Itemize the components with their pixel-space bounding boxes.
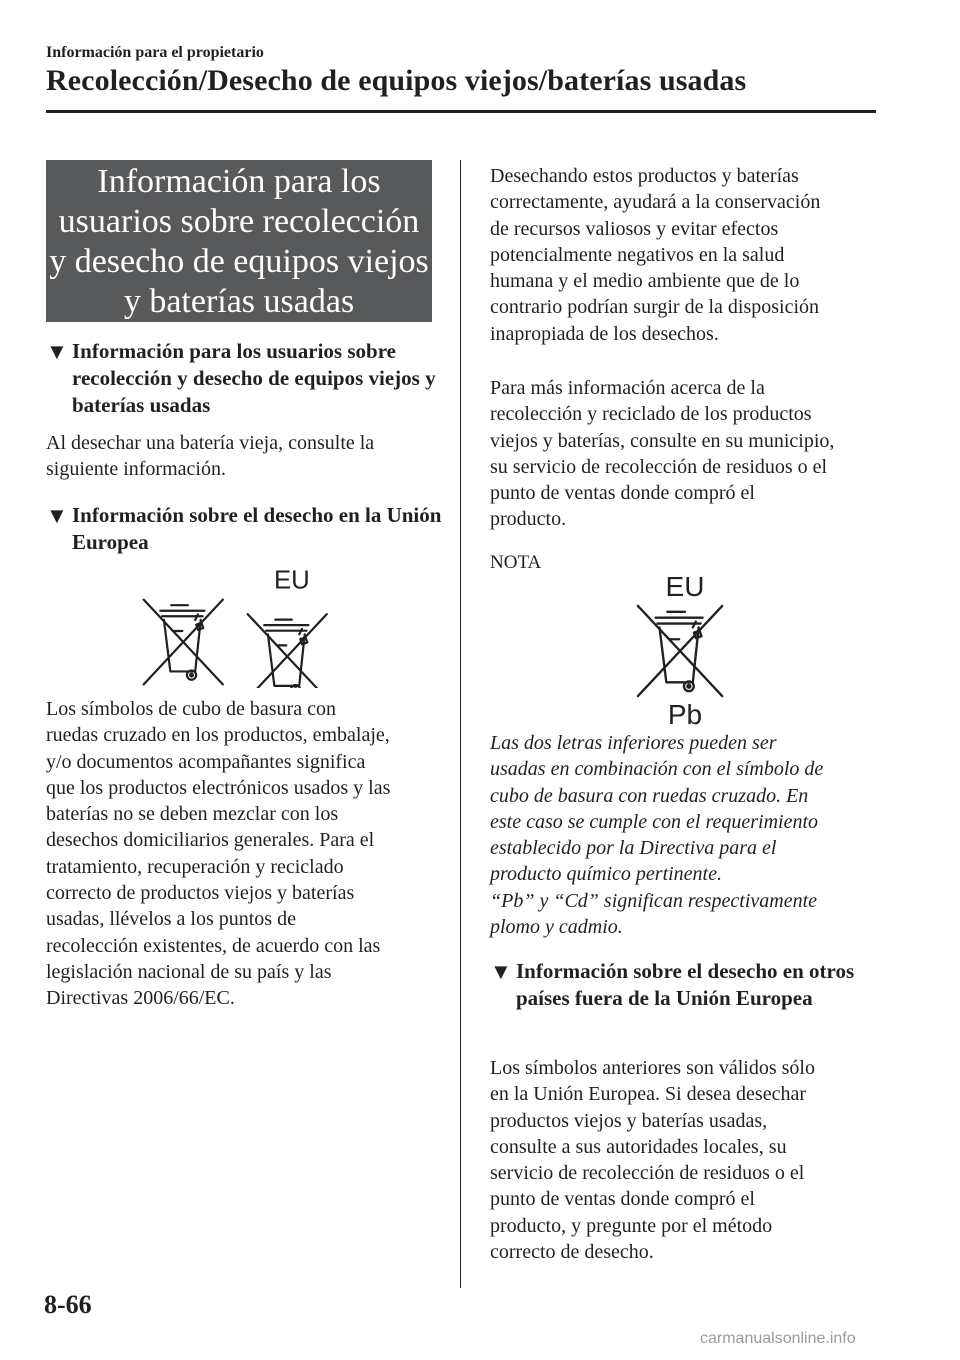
banner-line-2: usuarios sobre recolección <box>58 203 420 240</box>
triangle-bullet-icon: ▼ <box>490 959 512 984</box>
heading-text: Información para los usuarios sobre recolección y desecho de equipos viejos y baterías usadas <box>72 339 436 417</box>
page-title: Recolección/Desecho de equipos viejos/baterías usadas <box>46 64 747 97</box>
crossed-bin-eu-pb-icon <box>628 572 738 728</box>
triangle-bullet-icon: ▼ <box>46 503 68 528</box>
page-number: 8-66 <box>44 1290 92 1319</box>
triangle-bullet-icon: ▼ <box>46 339 68 364</box>
pb-label: Pb <box>667 699 703 728</box>
header-rule <box>46 110 876 113</box>
section-banner <box>46 160 432 322</box>
heading-text: Información sobre el desecho en otros países fuera de la Unión Europea <box>516 959 855 1010</box>
note-label: NOTA <box>490 552 542 573</box>
crossed-bin-eu-icon <box>244 566 336 688</box>
eu-label: EU <box>273 566 310 595</box>
heading-outside-eu <box>490 958 890 1012</box>
banner-line-1: Información para los <box>97 163 381 200</box>
crossed-bin-icon <box>140 596 232 688</box>
watermark: carmanualsonline.info <box>700 1330 856 1347</box>
intro-paragraph: Al desechar una batería vieja, consulte la siguiente información. <box>46 432 375 481</box>
symbols-paragraph: Los símbolos de cubo de basura con ruedas cruzado en los productos, embalaje, y/o documentos acompañantes significa que los productos electrónicos usados y las baterías no se deben mezclar con los desechos domiciliarios generales. Para el tratamiento, recuperación y reciclado correcto de productos viejos y baterías usadas, llévelos a los puntos de recolección existentes, de acuerdo con las legislación nacional de su país y las Directivas 2006/66/EC. <box>46 698 391 1010</box>
header-section-label: Información para el propietario <box>46 44 264 61</box>
more-info-paragraph: Para más información acerca de la recolección y reciclado de los productos viejos y baterías, consulte en su municipio, su servicio de recolección de residuos o el punto de ventas donde compró el producto. <box>490 377 835 531</box>
heading-text: Información sobre el desecho en la Unión Europea <box>72 503 442 554</box>
eu-label: EU <box>665 572 705 602</box>
banner-line-4: y baterías usadas <box>123 283 355 320</box>
note-paragraph: Las dos letras inferiores pueden ser usadas en combinación con el símbolo de cubo de basura con ruedas cruzado. En este caso se cumple con el requerimiento establecido por la Directiva para el producto químico pertinente. “Pb” y “Cd” significan respectivamente plomo y cadmio. <box>490 732 824 939</box>
banner-line-3: y desecho de equipos viejos <box>49 243 429 280</box>
heading-users-info <box>46 338 446 419</box>
heading-eu-disposal <box>46 502 446 556</box>
conservation-paragraph: Desechando estos productos y baterías correctamente, ayudará a la conservación de recursos valiosos y evitar efectos potencialmente negativos en la salud humana y el medio ambiente que de lo contrario podrían surgir de la disposición inapropiada de los desechos. <box>490 165 821 345</box>
column-divider <box>460 160 461 1288</box>
outside-eu-paragraph: Los símbolos anteriores son válidos sólo en la Unión Europea. Si desea desechar productos viejos y baterías usadas, consulte a sus autoridades locales, su servicio de recolección de residuos o el punto de ventas donde compró el producto, y pregunte por el método correcto de desecho. <box>490 1057 815 1264</box>
